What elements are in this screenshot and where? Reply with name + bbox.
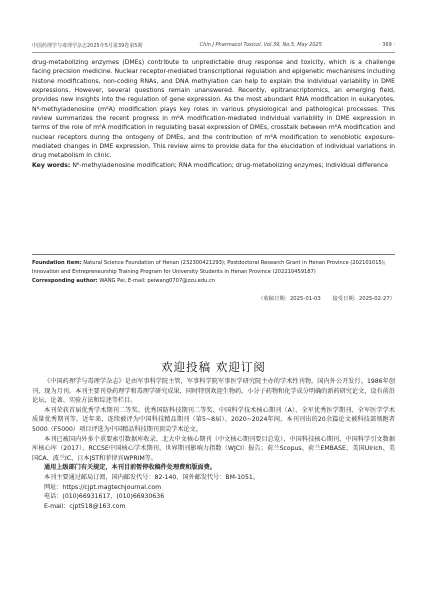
accepted-date: 接受日期：2025-02-27） [332, 296, 395, 302]
website-line[interactable]: 网址：https://cjpt.magtechjournal.com [44, 483, 162, 491]
notice-paragraph: 本刊已被国内外多个重要索引数据库收录，北大中文核心期刊（中文核心期刊要目总览）、中国科技核心期刊、中国科学引文数据库核心库（2017）、RCCSE中国核心学术期刊、世界期刊影响力指数（WJCI）报告；荷兰Scopus、荷兰EMBASE、美国Ulrich、美国CA、波兰IC、日本JST和菲律宾WPRIM等。 [32, 435, 395, 462]
foundation-line [32, 259, 395, 277]
email-line[interactable]: E-mail：cjpt518@163.com [44, 502, 126, 510]
foundation-label: Foundation item: [32, 260, 82, 266]
notice-paragraph: 《中国药理学与毒理学杂志》是由军事科学院主管，军事科学院军事医学研究院主办的学术性刊物，国内外公开发行。1986年创刊，现为月刊。本刊主要刊登药理学和毒理学研究成果，同时特别欢迎生物药、小分子药物和化学成分明确的新药研究论文，设有前沿论坛、论著、实验方法和综述等栏目。 [32, 378, 395, 405]
subscription-line: 本刊主要通过邮局订阅，国内邮发代号：82-140，国外邮发代号：BM-1051。 [44, 473, 259, 481]
abstract-section [32, 58, 395, 170]
abstract-body: drug-metabolizing enzymes (DMEs) contribute to unpredictable drug response and toxicity, which is a challenge facing precision medicine. Nuclear receptor-mediated transcriptional regulation and epigenetic mechanisms including histone modifications, non-coding RNAs, and DNA methylation can help to explain the individual variability in DME expressions. However, several questions remain unanswered. Recently, epitranscriptomics, an emerging field, provides new insights into the regulation of gene expression. As the most abundant RNA modification in eukaryotes, N⁶-methyladenosine (m⁶A) modification plays key roles in various physiological and pathological processes. This review summarizes the recent progress in m⁶A modification-mediated individual variability in DME expression in terms of the role of m⁶A modification in regulating basal expression of DMEs, crosstalk between m⁶A modification and nuclear receptors during the ontogeny of DMEs, and the contribution of m⁶A modification to xenobiotic exposure-mediated changes in DME expression. This review aims to provide data for the elucidation of individual variations in drug metabolism in clinic. [32, 59, 395, 160]
notice-title: 欢迎投稿 欢迎订阅 [161, 360, 266, 374]
fee-notice: 通用上级部门有关规定，本刊目前暂停收稿件处理费和版面费。 [44, 464, 216, 472]
article-dates [248, 294, 395, 302]
phone-line: 电话：(010)66931617，(010)66930636 [44, 493, 165, 501]
notice-paragraph: 本刊荣获首届优秀学术期刊二等奖、优秀国防科技期刊二等奖、中国科学技术核心期刊（A）、全军优秀医学期刊、全军医学学术质量优秀期刊等。近年来，连续被评为中国科技精品期刊（第5~8届）。2020~2024年间，本刊刊出的20余篇论文被科技部领跑者5000（F5000）项目评选为中国精品科技期刊顶尖学术论文。 [32, 406, 395, 433]
header-journal-cn: 中国药理学与毒理学杂志2025年5月第39卷第5期 [32, 43, 143, 49]
foundation-text: Natural Science Foundation of Henan (232300421293); Postdoctoral Research Grant in Henan Province (202101015); Innovation and Entrepreneurship Training Program for University Students in Henan Province (202210459187) [32, 260, 386, 275]
corresponding-line [32, 277, 395, 286]
header-page-number: · 369 · [379, 42, 395, 48]
header-rule [32, 52, 395, 53]
keywords-text: N⁶-methyladenosine modification; RNA modification; drug-metabolizing enzymes; individual difference [72, 161, 389, 169]
corresponding-text: WANG Pei, E-mail: peiwang0707@zzu.edu.cn [99, 277, 216, 284]
received-date: （收稿日期：2025-01-03 [258, 296, 321, 302]
header-journal-en: Chin J Pharmacol Toxicol, Vol.39, No.5, May 2025 [199, 42, 322, 48]
corresponding-label: Corresponding author: [32, 277, 98, 284]
notice-section [32, 377, 395, 511]
running-header [32, 42, 395, 49]
footnotes [32, 259, 395, 286]
keywords-line [32, 161, 395, 170]
footnote-rule [32, 254, 395, 255]
keywords-label: Key words: [32, 161, 71, 169]
